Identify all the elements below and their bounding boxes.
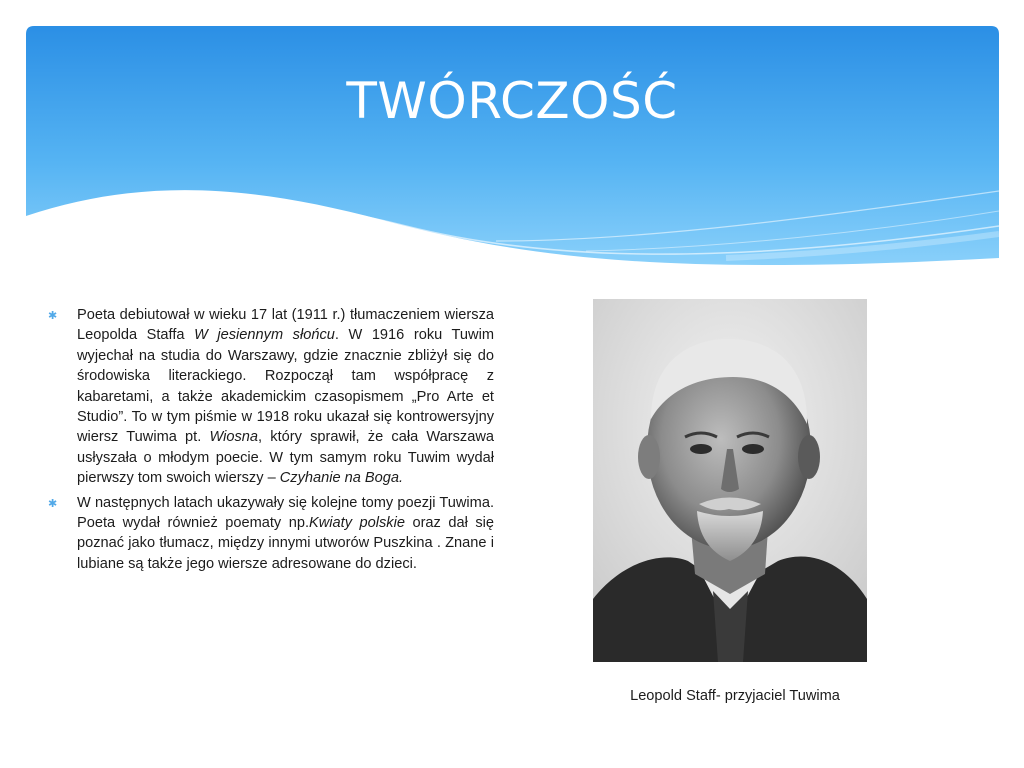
bullet-item — [48, 493, 494, 575]
bullet-text — [77, 307, 494, 486]
asterisk-icon: ✱ — [48, 497, 58, 510]
text-run: , który sprawił, że cała Warszawa usłyszała o młodym poecie. W tym samym roku Tuwim wydał pierwszy tom swoich wierszy – — [77, 429, 494, 487]
text-run: . W 1916 roku Tuwim wyjechał na studia do Warszawy, gdzie znacznie zbliżył się do środowiska literackiego. Rozpoczął tam współpracę z kabaretami, a także akademickim czasopismem „Pro Arte et Studio”. To w tym piśmie w 1918 roku ukazał się kontrowersyjny wiersz Tuwima pt. — [77, 327, 494, 446]
text-run: Poeta debiutował w wieku 17 lat (1911 r.) tłumaczeniem wiersza Leopolda Staffa — [77, 307, 494, 344]
bullet-item — [48, 305, 494, 489]
text-run: W następnych latach ukazywały się kolejne tomy poezji Tuwima. Poeta wydał również poematy np. — [77, 494, 494, 532]
bullet-text — [77, 495, 494, 572]
header-wave-graphic — [26, 26, 999, 276]
italic-title-text: Czyhanie na Boga. — [279, 470, 404, 487]
photo-caption: Leopold Staff- przyjaciel Tuwima — [630, 688, 840, 704]
slide-title: TWÓRCZOŚĆ — [346, 72, 678, 130]
text-run: oraz dał się poznać jako tłumacz, między innymi utworów Puszkina . Znane i lubiane są także jego wiersze adresowane do dzieci. — [77, 515, 494, 572]
italic-title-text: W jesiennym słońcu — [194, 327, 335, 344]
asterisk-icon: ✱ — [48, 310, 58, 322]
bullet-list — [48, 305, 494, 578]
header-banner — [26, 26, 999, 276]
portrait-photo-icon — [593, 299, 867, 662]
italic-title-text: Wiosna — [209, 429, 259, 446]
italic-title-text: Kwiaty polskie — [309, 515, 405, 532]
